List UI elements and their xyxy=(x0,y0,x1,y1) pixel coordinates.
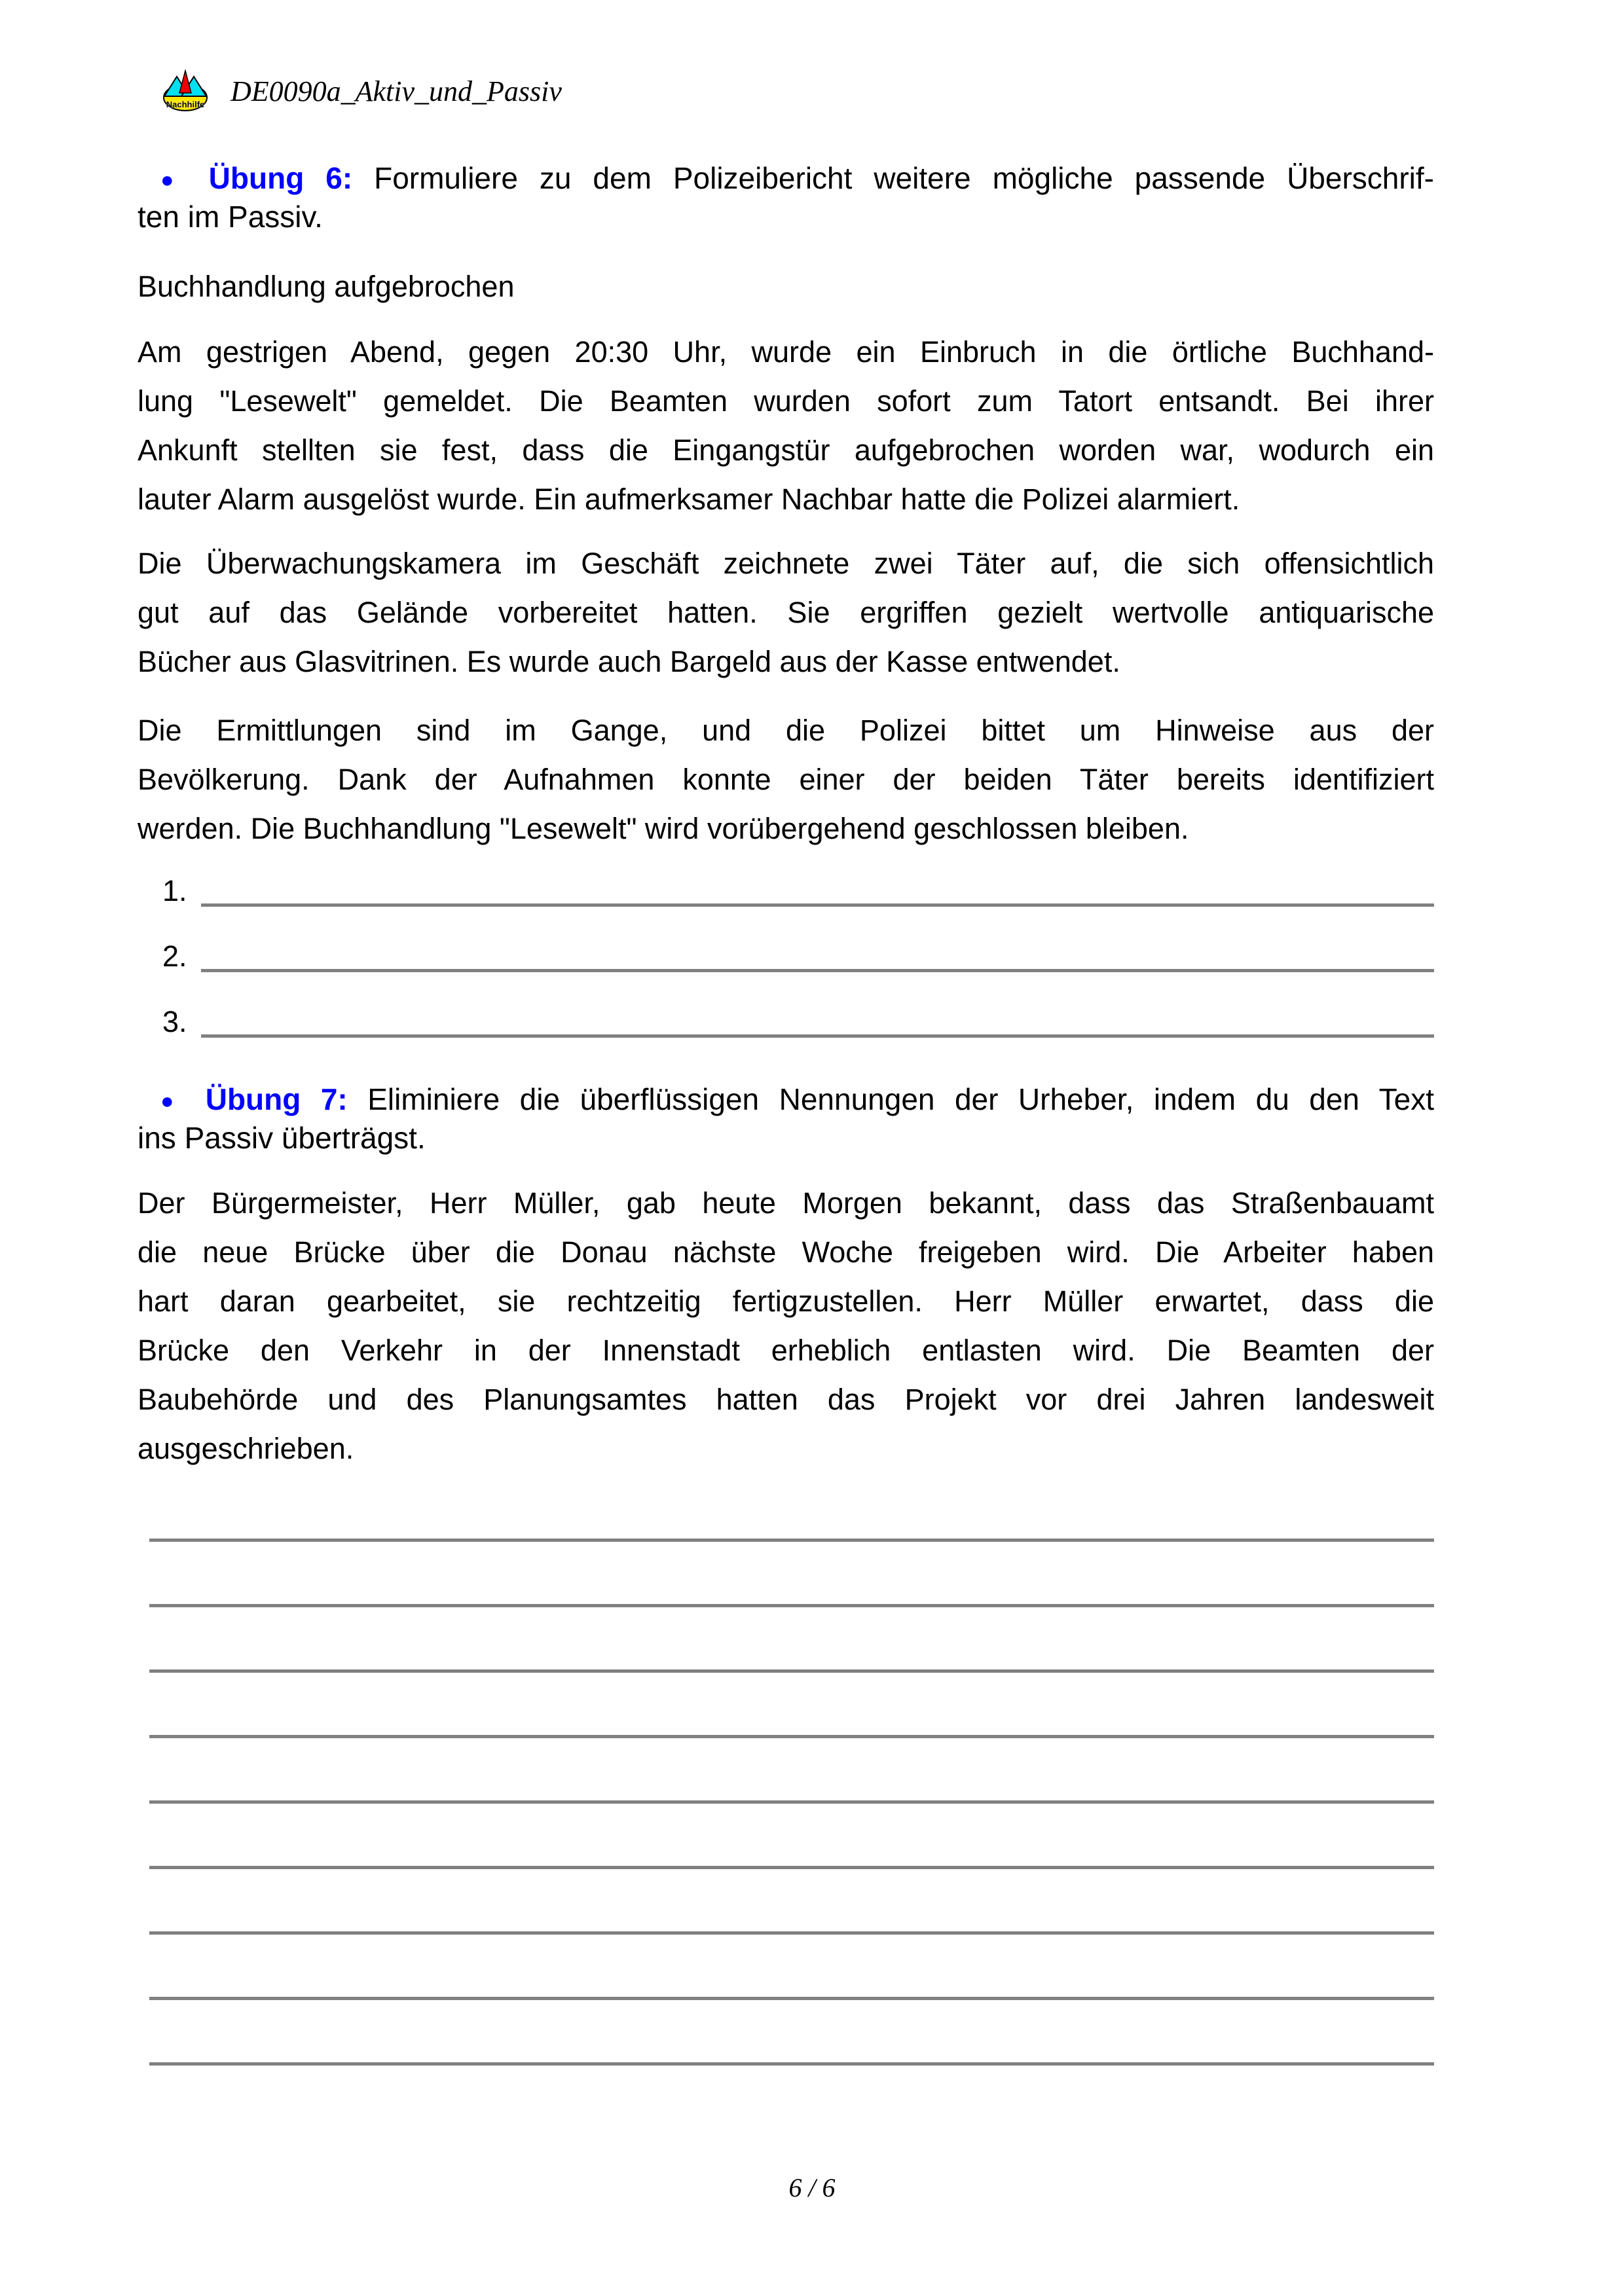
blank-number: 1. xyxy=(162,874,187,907)
paragraph-line: Die Ermittlungen sind im Gange, und die Polizei bittet um Hinweise aus der xyxy=(138,714,1434,747)
exercise6-label: Übung 6: xyxy=(208,161,353,195)
numbered-blank-line xyxy=(201,903,1434,907)
exercise6-instruction-text: Formuliere zu dem Polizeibericht weitere mögliche passende Überschrif- xyxy=(374,161,1435,195)
paragraph-line: Die Überwachungskamera im Geschäft zeichnete zwei Täter auf, die sich offensichtlich xyxy=(138,547,1434,580)
exercise7-paragraph xyxy=(138,1178,1434,1473)
exercise6-instruction-line1 xyxy=(138,160,1434,198)
answer-line xyxy=(149,1539,1434,1542)
paragraph-line: ausgeschrieben. xyxy=(138,1432,354,1465)
answer-line xyxy=(149,1800,1434,1804)
answer-line xyxy=(149,1735,1434,1738)
paragraph-line: Brücke den Verkehr in der Innenstadt erheblich entlasten wird. Die Beamten der xyxy=(138,1334,1434,1367)
blank-number: 3. xyxy=(162,1005,187,1038)
exercise7-header xyxy=(138,1081,1434,1156)
report-title: Buchhandlung aufgebrochen xyxy=(138,270,515,303)
blank-number: 2. xyxy=(162,939,187,973)
exercise7-instruction-line1 xyxy=(138,1081,1434,1120)
numbered-blank-line xyxy=(201,1034,1434,1038)
report-paragraph-3 xyxy=(138,706,1434,853)
paragraph-line: gut auf das Gelände vorbereitet hatten. Sie ergriffen gezielt wertvolle antiquarische xyxy=(138,596,1434,629)
answer-line xyxy=(149,1669,1434,1673)
answer-line xyxy=(149,1997,1434,2000)
report-paragraph-2 xyxy=(138,539,1434,686)
page-number: 6 / 6 xyxy=(788,2173,836,2202)
paragraph-line: Bevölkerung. Dank der Aufnahmen konnte einer der beiden Täter bereits identifiziert xyxy=(138,763,1434,796)
exercise7-instruction-text: Eliminiere die überflüssigen Nennungen der Urheber, indem du den Text xyxy=(367,1082,1435,1116)
paragraph-line: Baubehörde und des Planungsamtes hatten das Projekt vor drei Jahren landesweit xyxy=(138,1383,1434,1416)
paragraph-line: Bücher aus Glasvitrinen. Es wurde auch Bargeld aus der Kasse entwendet. xyxy=(138,645,1120,678)
paragraph-line: die neue Brücke über die Donau nächste Woche freigeben wird. Die Arbeiter haben xyxy=(138,1235,1434,1269)
paragraph-line: Am gestrigen Abend, gegen 20:30 Uhr, wurde ein Einbruch in die örtliche Buchhand- xyxy=(138,335,1434,369)
answer-line xyxy=(149,1931,1434,1935)
exercise6-header xyxy=(138,160,1434,235)
answer-line xyxy=(149,1866,1434,1869)
answer-line xyxy=(149,1604,1434,1607)
bullet-icon: ● xyxy=(160,1089,186,1114)
paragraph-line: hart daran gearbeitet, sie rechtzeitig fertigzustellen. Herr Müller erwartet, dass die xyxy=(138,1285,1434,1318)
exercise6-instruction-line2: ten im Passiv. xyxy=(138,200,323,234)
numbered-blank-line xyxy=(201,969,1434,972)
paragraph-line: werden. Die Buchhandlung "Lesewelt" wird vorübergehend geschlossen bleiben. xyxy=(138,812,1189,845)
paragraph-line: lauter Alarm ausgelöst wurde. Ein aufmerksamer Nachbar hatte die Polizei alarmiert. xyxy=(138,483,1240,516)
paragraph-line: lung "Lesewelt" gemeldet. Die Beamten wurden sofort zum Tatort entsandt. Bei ihrer xyxy=(138,384,1434,418)
document-title: DE0090a_Aktiv_und_Passiv xyxy=(231,75,562,107)
nachhilfe-logo-icon xyxy=(162,69,208,113)
exercise7-label: Übung 7: xyxy=(205,1082,348,1116)
report-paragraph-1 xyxy=(138,327,1434,524)
paragraph-line: Der Bürgermeister, Herr Müller, gab heute Morgen bekannt, dass das Straßenbauamt xyxy=(138,1186,1434,1220)
exercise7-instruction-line2: ins Passiv überträgst. xyxy=(138,1121,426,1155)
logo-text: Nachhilfe xyxy=(166,100,205,109)
bullet-icon: ● xyxy=(160,168,187,192)
paragraph-line: Ankunft stellten sie fest, dass die Eingangstür aufgebrochen worden war, wodurch ein xyxy=(138,433,1434,467)
answer-line xyxy=(149,2062,1434,2066)
